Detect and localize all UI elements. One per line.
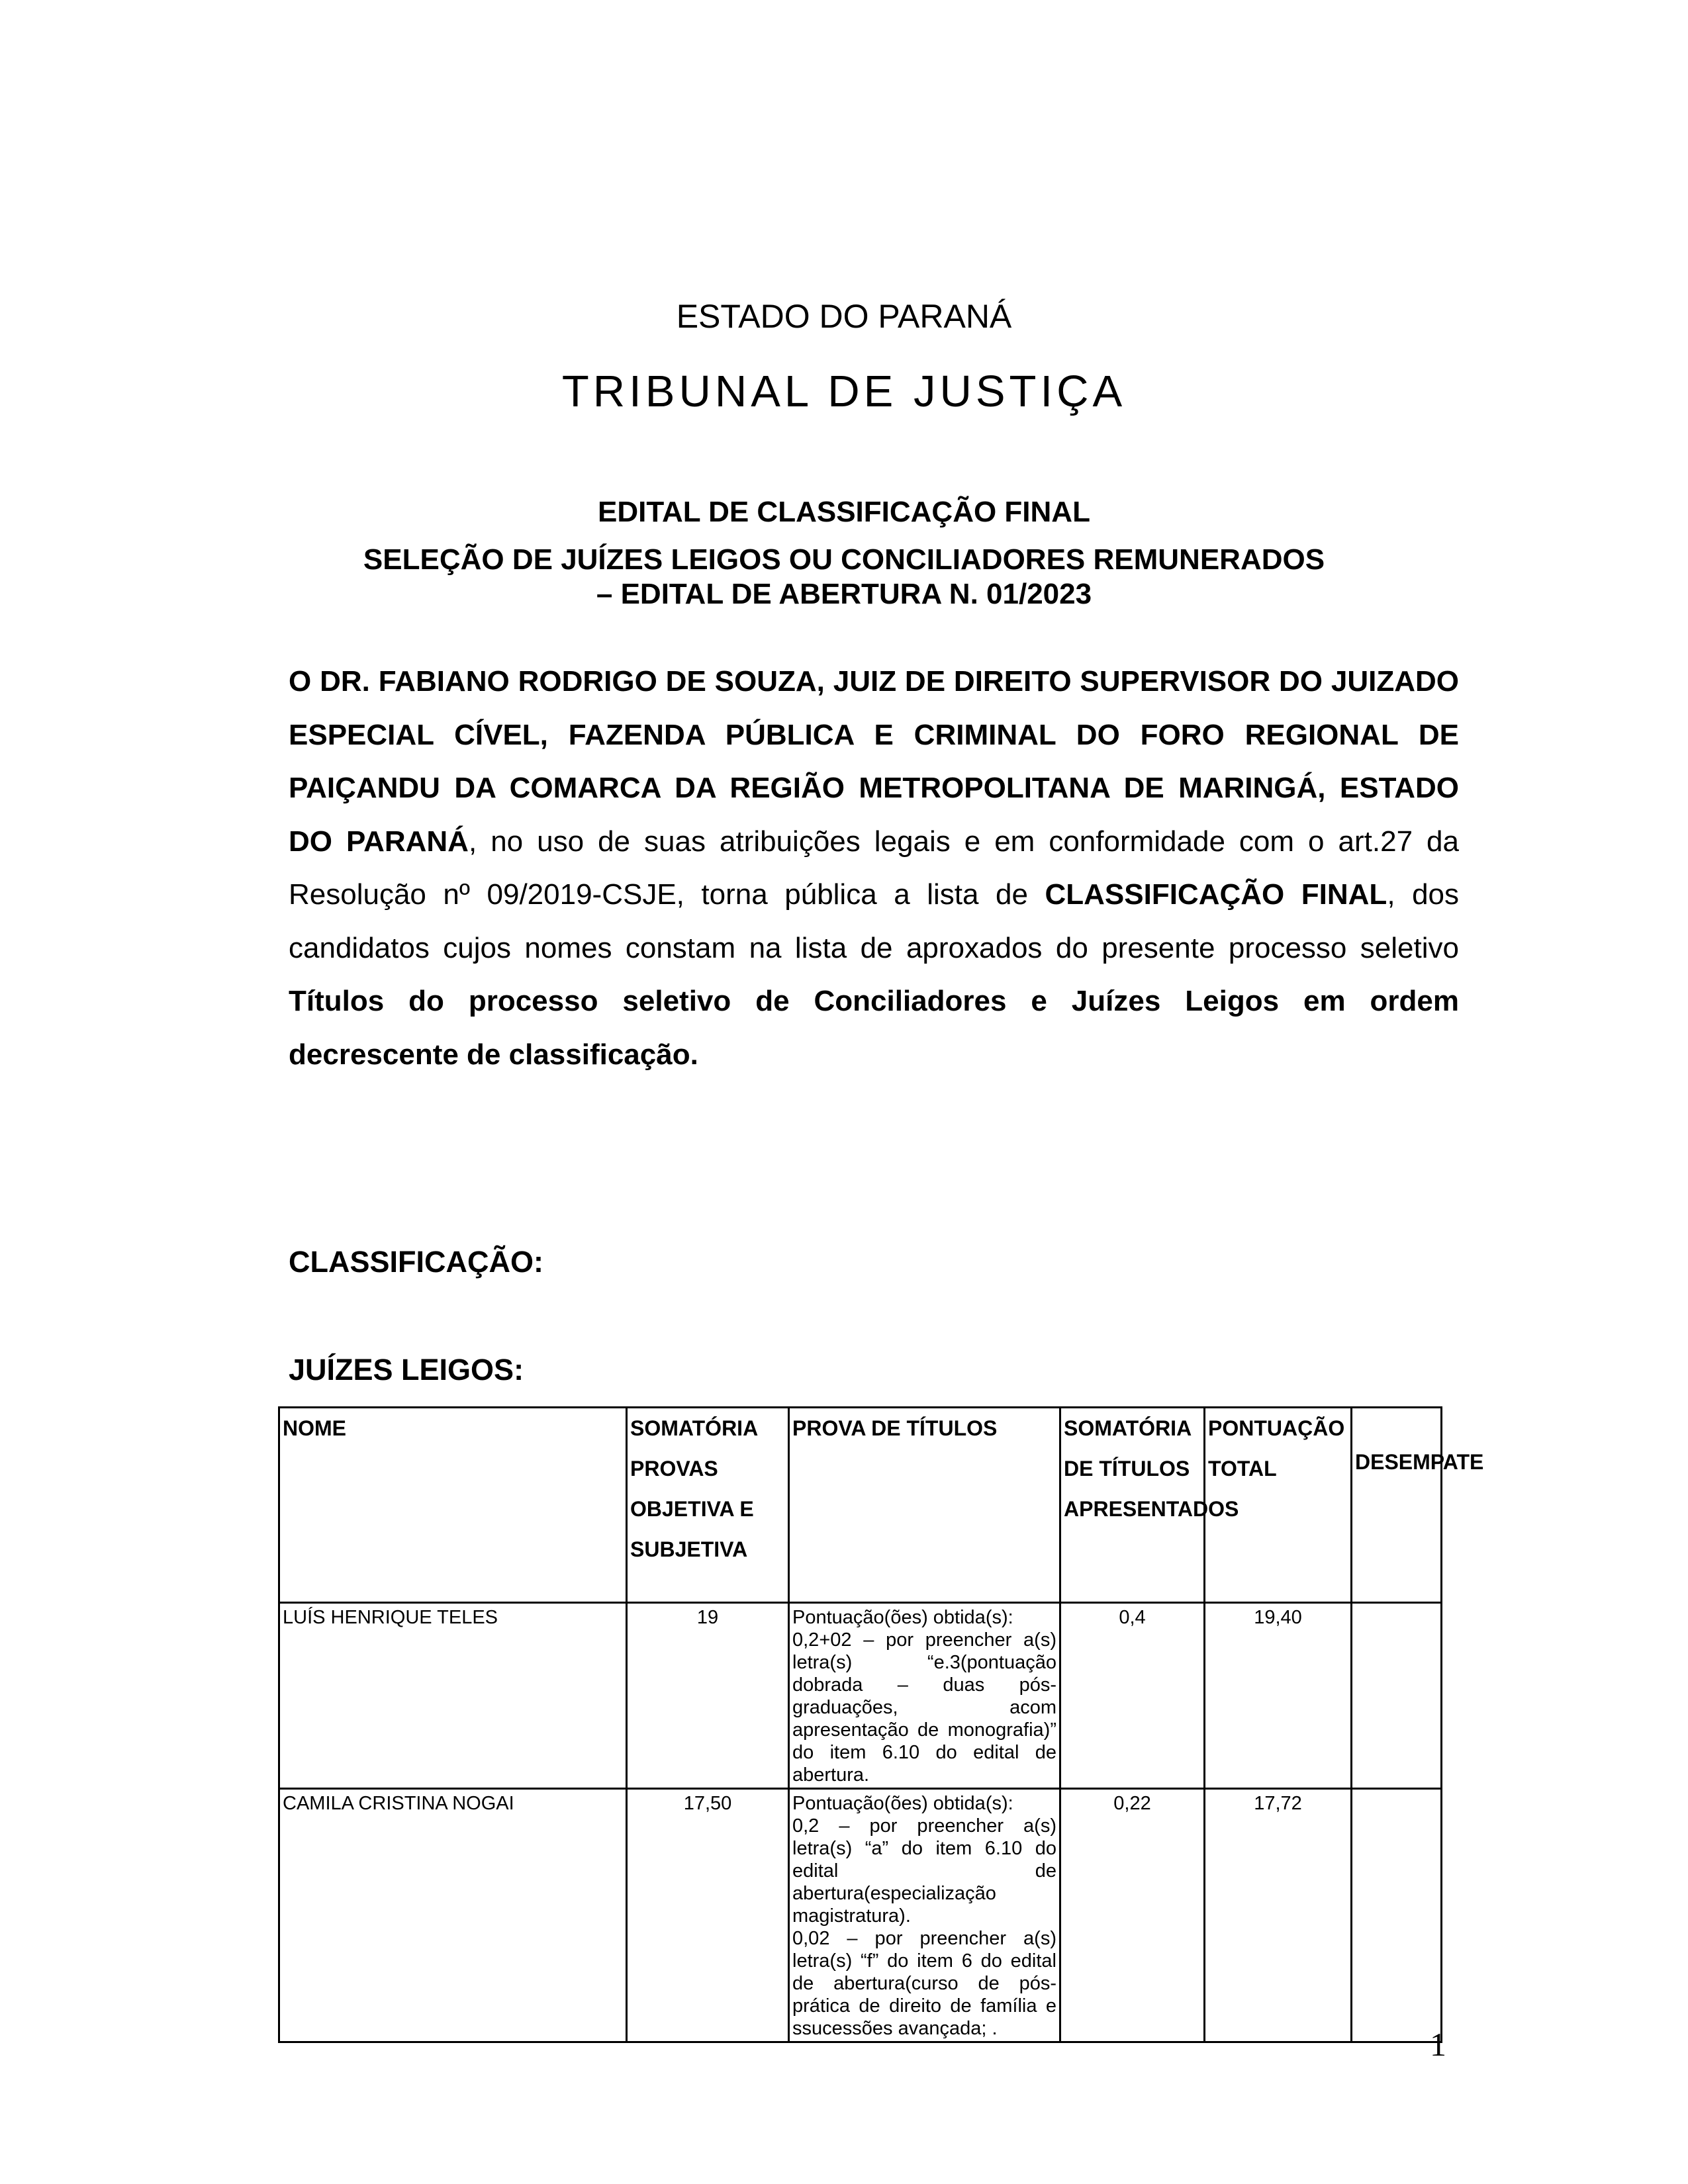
header-state: ESTADO DO PARANÁ — [676, 298, 1012, 335]
titulos-line: Pontuação(ões) obtida(s): — [792, 1607, 1013, 1628]
cell-somatoria-provas: 19 — [627, 1603, 789, 1789]
cell-desempate — [1352, 1789, 1442, 2042]
header-somatoria-provas: SOMATÓRIA PROVAS OBJETIVA E SUBJETIVA — [627, 1408, 789, 1603]
edital-subtitle: SELEÇÃO DE JUÍZES LEIGOS OU CONCILIADORES REMUNERADOS — [363, 543, 1325, 576]
titulos-line: 0,02 – por preencher a(s) letra(s) “f” do item 6 do edital de abertura(curso de pós-prática de direito de família e ssucessões avançada; . — [792, 1928, 1056, 2039]
page-number: 1 — [1430, 2026, 1446, 2063]
intro-process-title: Títulos do processo seletivo de Conciliadores e Juízes Leigos em ordem decrescente de classificação. — [289, 985, 1459, 1071]
table-header-row — [279, 1408, 1442, 1603]
section-juizes-leigos: JUÍZES LEIGOS: — [289, 1353, 524, 1387]
edital-title: EDITAL DE CLASSIFICAÇÃO FINAL — [598, 496, 1090, 528]
classification-table — [278, 1406, 1484, 2043]
header-nome: NOME — [279, 1408, 627, 1603]
edital-subtitle-number: – EDITAL DE ABERTURA N. 01/2023 — [596, 578, 1092, 610]
header-court: TRIBUNAL DE JUSTIÇA — [561, 367, 1127, 416]
titulos-line: Pontuação(ões) obtida(s): — [792, 1793, 1013, 1814]
edital-title-block — [199, 495, 1489, 612]
cell-prova-titulos — [789, 1789, 1060, 2042]
titulos-line: 0,2 – por preencher a(s) letra(s) “a” do item 6.10 do edital de abertura(especialização magistratura). — [792, 1815, 1056, 1927]
cell-somatoria-titulos: 0,22 — [1060, 1789, 1205, 2042]
intro-paragraph — [289, 655, 1459, 1081]
header-desempate: DESEMPATE — [1352, 1408, 1442, 1603]
intro-text-1: , no uso de suas atribuições legais e em conformidade com o art.27 da Resolução nº 09/2019-CSJE, torna pública a lista de — [289, 825, 1459, 911]
intro-text-2: , dos candidatos cujos nomes constam na lista de aproxados do presente processo seletivo — [289, 878, 1460, 964]
header-somatoria-titulos: SOMATÓRIA DE TÍTULOS APRESENTADOS — [1060, 1408, 1205, 1603]
header-pontuacao-total: PONTUAÇÃO TOTAL — [1205, 1408, 1352, 1603]
table-row — [279, 1603, 1442, 1789]
cell-nome: LUÍS HENRIQUE TELES — [279, 1603, 627, 1789]
titulos-line: 0,2+02 – por preencher a(s) letra(s) “e.3(pontuação dobrada – duas pós-graduações, acom apresentação de monografia)” do item 6.10 do edital de abertura. — [792, 1629, 1056, 1786]
cell-desempate — [1352, 1603, 1442, 1789]
cell-somatoria-provas: 17,50 — [627, 1789, 789, 2042]
cell-prova-titulos — [789, 1603, 1060, 1789]
cell-nome: CAMILA CRISTINA NOGAI — [279, 1789, 627, 2042]
table-row — [279, 1789, 1442, 2042]
intro-classification: CLASSIFICAÇÃO FINAL — [1045, 878, 1387, 911]
section-classificacao: CLASSIFICAÇÃO: — [289, 1245, 543, 1279]
cell-pontuacao-total: 19,40 — [1205, 1603, 1352, 1789]
intro-authority: O DR. FABIANO RODRIGO DE SOUZA, JUIZ DE DIREITO SUPERVISOR DO JUIZADO ESPECIAL CÍVEL, FAZENDA PÚBLICA E CRIMINAL DO FORO REGIONAL DE PAIÇANDU DA COMARCA DA REGIÃO METROPOLITANA DE MARINGÁ, ESTADO DO PARANÁ — [289, 665, 1459, 858]
header-prova-titulos: PROVA DE TÍTULOS — [789, 1408, 1060, 1603]
cell-somatoria-titulos: 0,4 — [1060, 1603, 1205, 1789]
cell-pontuacao-total: 17,72 — [1205, 1789, 1352, 2042]
